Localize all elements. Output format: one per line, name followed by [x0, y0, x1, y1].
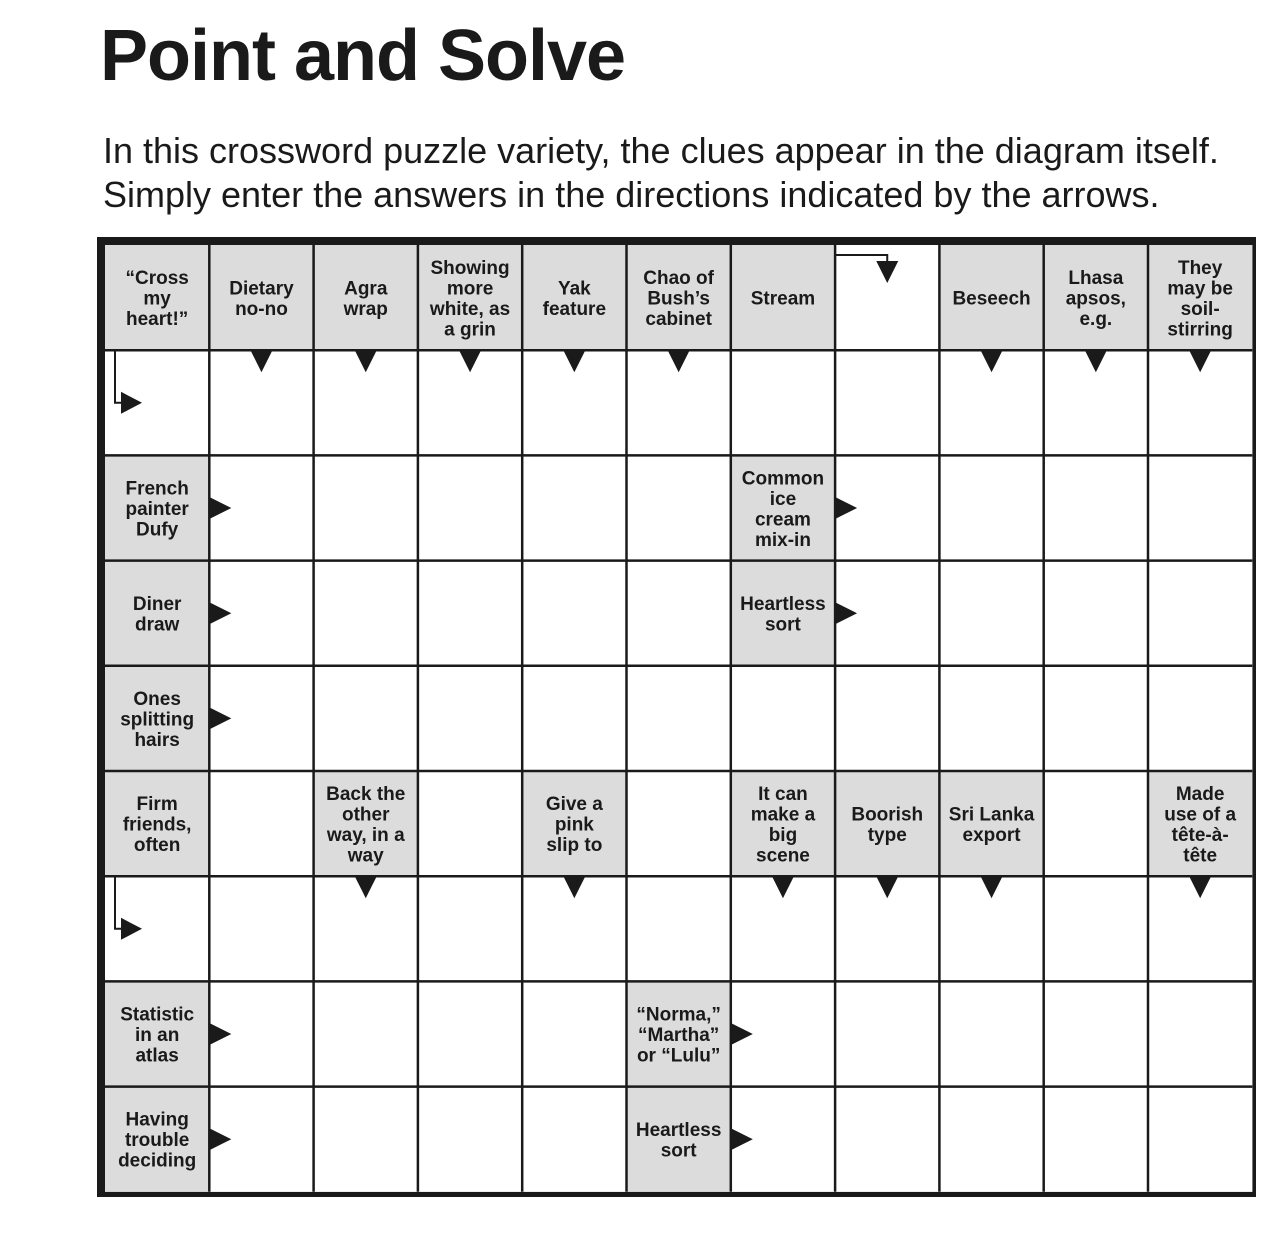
- clue-text: more: [446, 278, 494, 300]
- clue-text: “Norma,”: [636, 1004, 721, 1026]
- clue-text: export: [962, 824, 1021, 846]
- clue-text: Back the: [326, 783, 406, 805]
- answer-cell[interactable]: [939, 666, 1043, 771]
- answer-cell[interactable]: [835, 981, 939, 1086]
- clue-text: ice: [769, 488, 797, 510]
- clue-text: apsos,: [1065, 288, 1126, 310]
- answer-cell[interactable]: [1148, 666, 1252, 771]
- clue-text: way: [347, 845, 384, 867]
- answer-cell[interactable]: [835, 666, 939, 771]
- clue-text: stirring: [1167, 319, 1233, 341]
- answer-cell[interactable]: [522, 561, 626, 666]
- crossword-grid-svg: [97, 237, 1256, 1197]
- answer-cell[interactable]: [835, 350, 939, 455]
- clue-text: friends,: [122, 814, 192, 836]
- clue-text: Diner: [132, 593, 182, 615]
- answer-cell[interactable]: [522, 1087, 626, 1192]
- clue-text: other: [342, 804, 390, 826]
- answer-cell[interactable]: [314, 561, 418, 666]
- answer-cell[interactable]: [1148, 981, 1252, 1086]
- clue-text: Stream: [750, 288, 816, 310]
- clue-text: Give a: [545, 794, 603, 816]
- clue-text: splitting: [120, 709, 195, 731]
- answer-cell[interactable]: [627, 666, 731, 771]
- answer-cell[interactable]: [1044, 561, 1148, 666]
- clue-text: make a: [750, 804, 816, 826]
- clue-text: Dufy: [136, 519, 179, 541]
- answer-cell[interactable]: [1044, 981, 1148, 1086]
- answer-cell[interactable]: [209, 771, 313, 876]
- clue-text: Yak: [557, 278, 591, 300]
- clue-text: Showing: [430, 257, 510, 279]
- clue-text: tête: [1183, 845, 1218, 867]
- clue-text: draw: [134, 614, 180, 636]
- answer-cell[interactable]: [939, 1087, 1043, 1192]
- clue-text: e.g.: [1079, 309, 1113, 331]
- clue-text: Made: [1175, 783, 1225, 805]
- clue-text: Boorish: [851, 804, 924, 826]
- answer-cell[interactable]: [627, 561, 731, 666]
- answer-cell[interactable]: [1044, 771, 1148, 876]
- clue-text: soil-: [1180, 298, 1220, 320]
- answer-cell[interactable]: [418, 1087, 522, 1192]
- clue-text: heart!”: [126, 309, 189, 331]
- crossword-grid: [97, 237, 1256, 1197]
- answer-cell[interactable]: [939, 981, 1043, 1086]
- answer-cell[interactable]: [418, 981, 522, 1086]
- clue-text: sort: [660, 1140, 697, 1162]
- clue-text: atlas: [135, 1045, 179, 1067]
- answer-cell[interactable]: [627, 455, 731, 560]
- answer-cell[interactable]: [731, 350, 835, 455]
- clue-text: way, in a: [326, 824, 405, 846]
- clue-text: French: [125, 478, 189, 500]
- clue-text: cabinet: [645, 309, 712, 331]
- answer-cell[interactable]: [418, 666, 522, 771]
- clue-text: “Cross: [125, 268, 189, 290]
- clue-text: pink: [554, 814, 594, 836]
- answer-cell[interactable]: [1044, 1087, 1148, 1192]
- answer-cell[interactable]: [522, 981, 626, 1086]
- clue-text: feature: [542, 298, 607, 320]
- answer-cell[interactable]: [731, 666, 835, 771]
- clue-text: It can: [758, 783, 808, 805]
- answer-cell[interactable]: [1148, 1087, 1252, 1192]
- clue-text: deciding: [118, 1150, 197, 1172]
- instructions-line-1: In this crossword puzzle variety, the clues appear in the diagram itself.: [103, 130, 1219, 171]
- clue-text: Agra: [344, 278, 388, 300]
- answer-cell[interactable]: [1148, 455, 1252, 560]
- clue-text: Dietary: [229, 278, 294, 300]
- clue-text: no-no: [235, 298, 288, 320]
- clue-text: slip to: [546, 835, 603, 857]
- answer-cell[interactable]: [939, 455, 1043, 560]
- answer-cell[interactable]: [418, 876, 522, 981]
- answer-cell[interactable]: [418, 561, 522, 666]
- clue-text: Ones: [133, 688, 181, 710]
- answer-cell[interactable]: [314, 981, 418, 1086]
- answer-cell[interactable]: [522, 455, 626, 560]
- clue-text: hairs: [134, 729, 180, 751]
- answer-cell[interactable]: [314, 1087, 418, 1192]
- clue-text: often: [133, 835, 181, 857]
- clue-text: Heartless: [740, 593, 826, 615]
- clue-text: painter: [125, 499, 189, 520]
- answer-cell[interactable]: [418, 771, 522, 876]
- clue-text: sort: [764, 614, 801, 636]
- clue-text: trouble: [124, 1130, 190, 1152]
- answer-cell[interactable]: [627, 771, 731, 876]
- clue-text: type: [867, 824, 907, 846]
- clue-text: wrap: [343, 298, 388, 320]
- clue-text: Chao of: [643, 268, 715, 290]
- clue-text: tête-à-: [1171, 824, 1229, 846]
- clue-text: big: [768, 824, 798, 846]
- instructions-line-2: Simply enter the answers in the directions indicated by the arrows.: [103, 174, 1160, 215]
- clue-text: mix-in: [754, 529, 811, 551]
- clue-text: “Martha”: [638, 1025, 720, 1046]
- answer-cell[interactable]: [314, 666, 418, 771]
- clue-text: may be: [1167, 278, 1233, 300]
- clue-text: Having: [125, 1109, 189, 1131]
- clue-text: or “Lulu”: [636, 1045, 721, 1067]
- clue-text: Heartless: [635, 1119, 722, 1141]
- answer-cell[interactable]: [418, 455, 522, 560]
- clue-text: my: [143, 288, 171, 310]
- clue-text: Sri Lanka: [948, 804, 1035, 826]
- clue-text: white, as: [429, 298, 511, 320]
- answer-cell[interactable]: [939, 561, 1043, 666]
- answer-cell[interactable]: [835, 1087, 939, 1192]
- answer-cell[interactable]: [209, 876, 313, 981]
- clue-text: in an: [134, 1025, 180, 1046]
- answer-cell[interactable]: [1148, 561, 1252, 666]
- answer-cell[interactable]: [1044, 666, 1148, 771]
- answer-cell[interactable]: [1044, 455, 1148, 560]
- clue-text: Bush’s: [647, 288, 710, 310]
- clue-text: a grin: [444, 319, 496, 341]
- page-title: Point and Solve: [100, 16, 626, 96]
- answer-cell[interactable]: [314, 455, 418, 560]
- clue-text: Beseech: [952, 288, 1031, 310]
- clue-text: Firm: [136, 794, 178, 816]
- clue-text: cream: [754, 509, 811, 531]
- answer-cell[interactable]: [627, 876, 731, 981]
- clue-text: scene: [756, 845, 810, 867]
- answer-cell[interactable]: [522, 666, 626, 771]
- clue-text: use of a: [1164, 804, 1237, 826]
- clue-text: Statistic: [120, 1004, 195, 1026]
- clue-text: They: [1177, 257, 1223, 279]
- clue-text: Common: [741, 468, 825, 490]
- answer-cell[interactable]: [1044, 876, 1148, 981]
- clue-text: Lhasa: [1068, 268, 1124, 290]
